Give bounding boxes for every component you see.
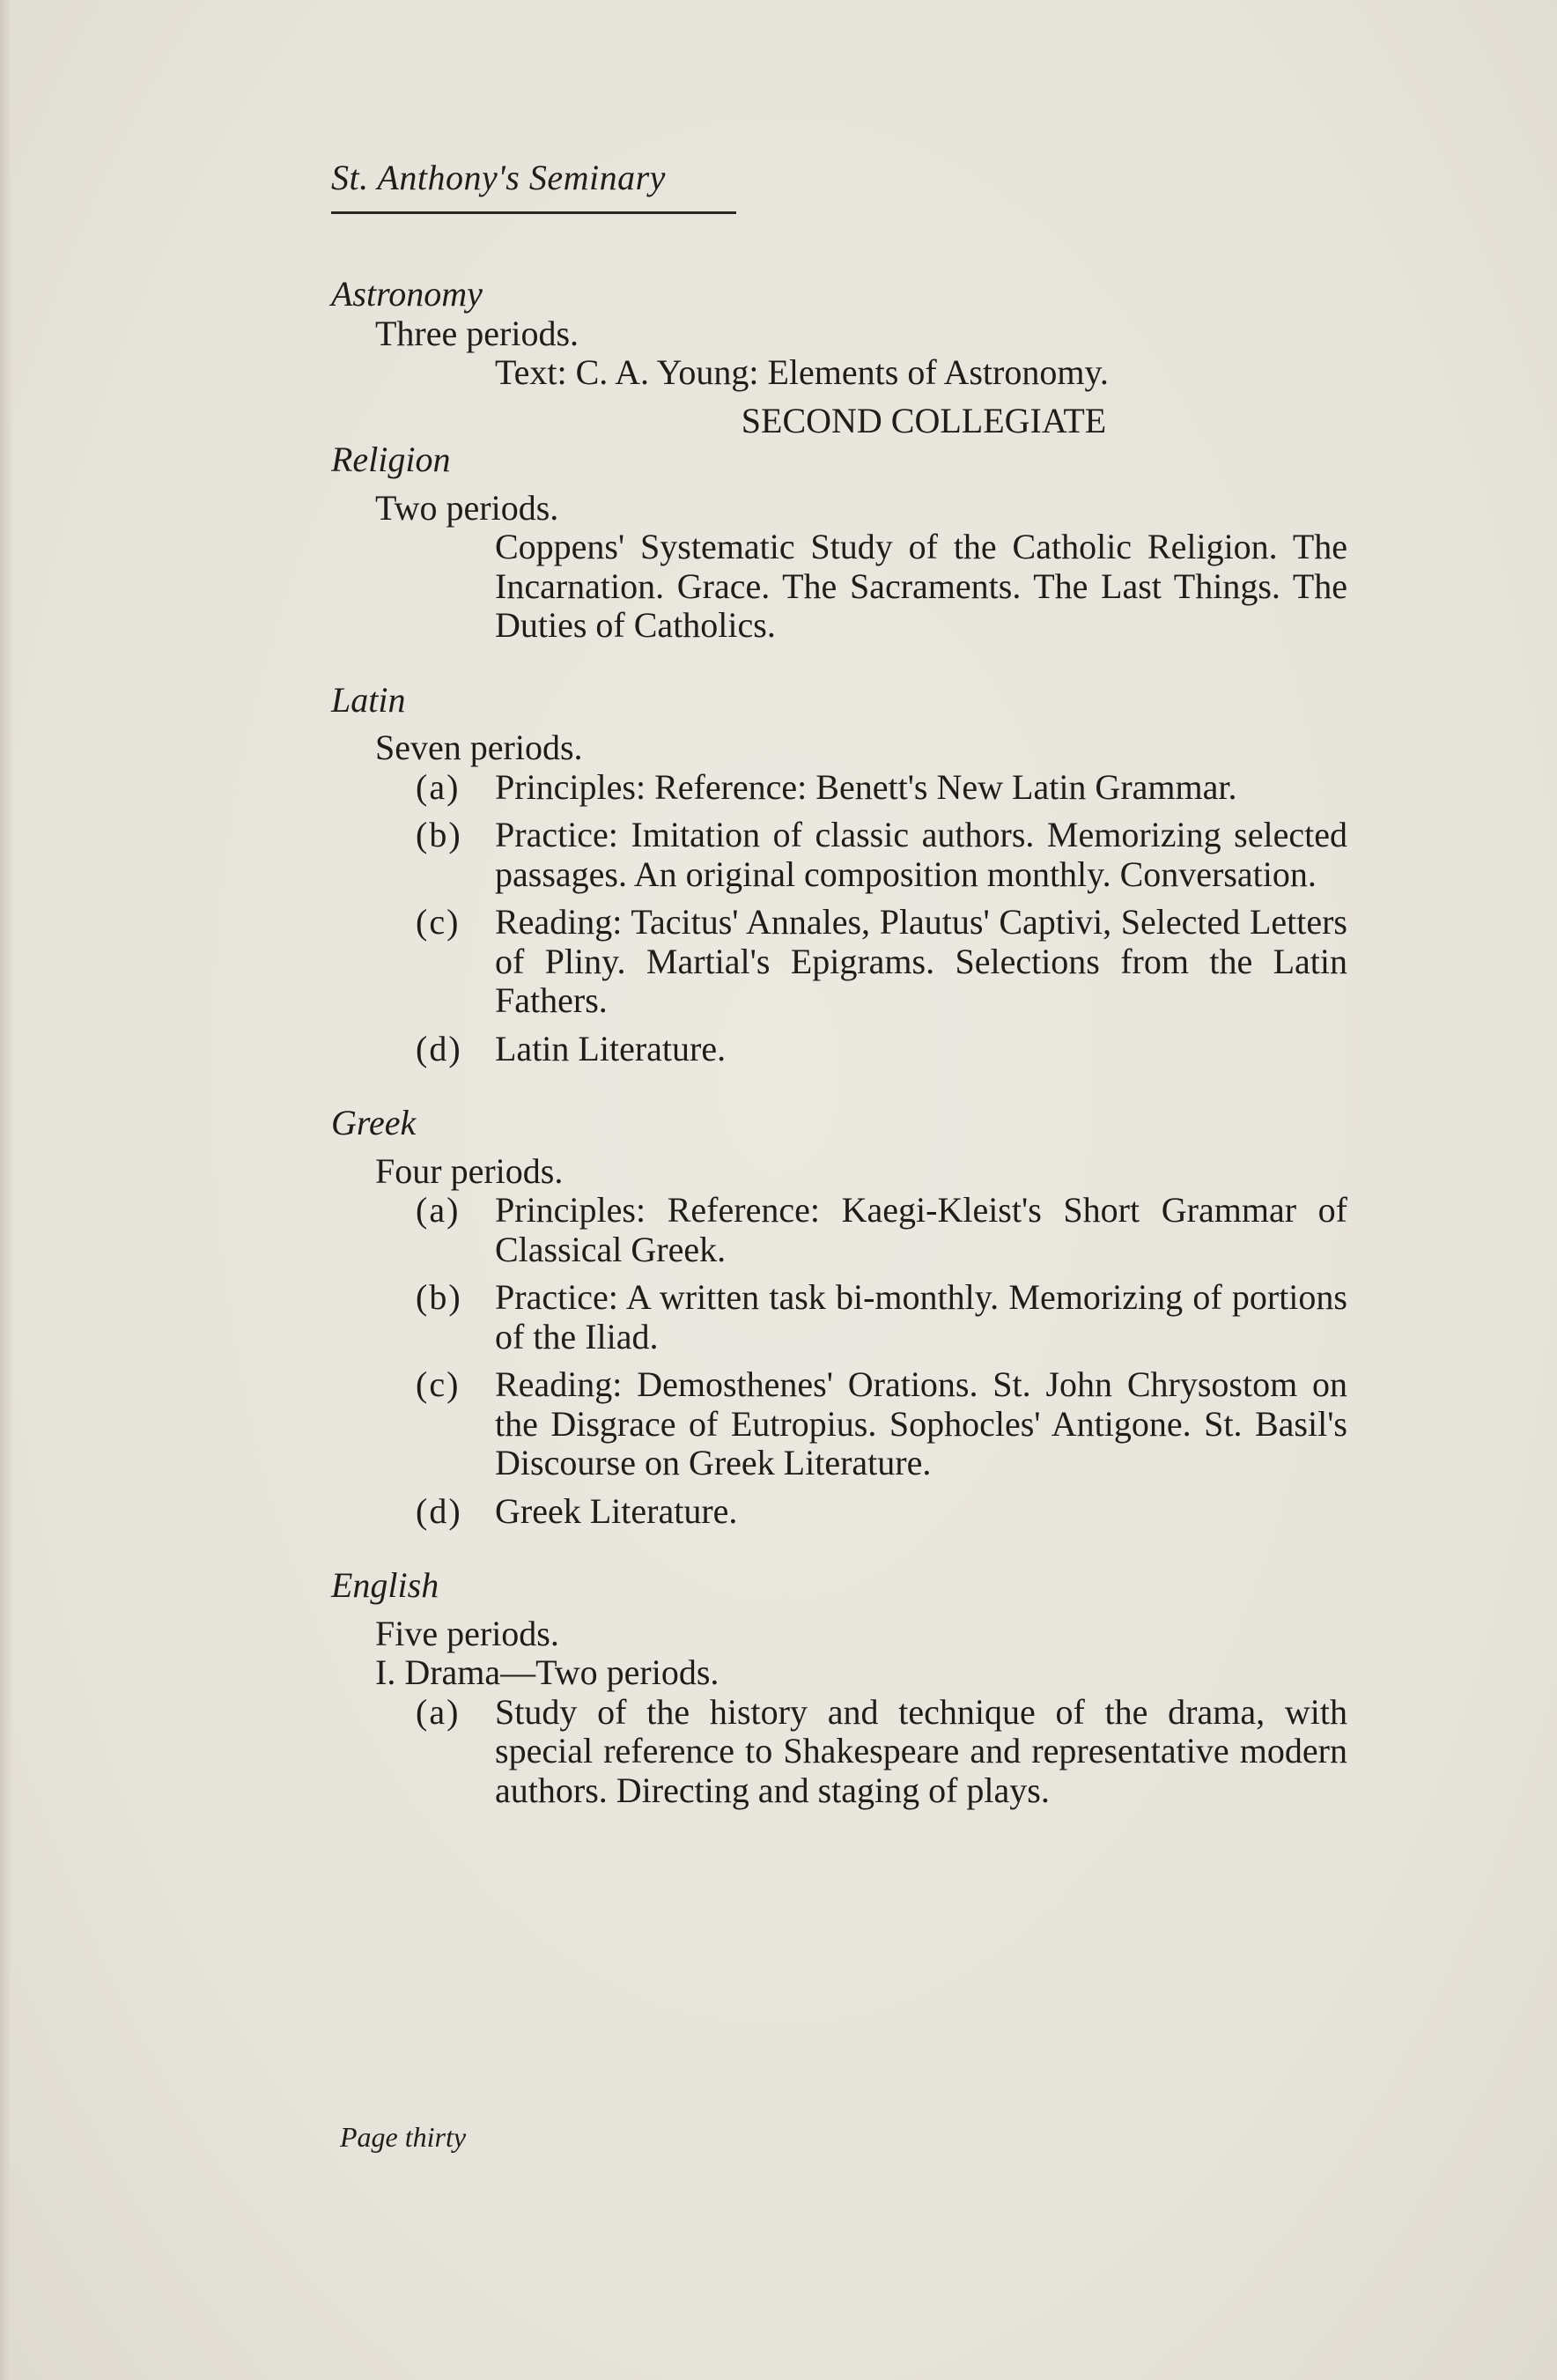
running-header: St. Anthony's Seminary bbox=[331, 158, 666, 197]
latin-item bbox=[331, 1030, 1353, 1069]
item-label: (a) bbox=[416, 766, 461, 807]
binding-edge bbox=[0, 0, 12, 2380]
greek-heading: Greek bbox=[331, 1103, 417, 1142]
item-label: (b) bbox=[416, 1277, 462, 1317]
item-text: Study of the history and technique of the drama, with special reference to Shakespeare and representative modern authors. Directing and staging of plays. bbox=[495, 1691, 1347, 1810]
header-rule bbox=[331, 211, 736, 214]
greek-item bbox=[331, 1191, 1353, 1269]
item-text: Practice: Imitation of classic authors. Memorizing selected passages. An original composition monthly. Conversation. bbox=[495, 815, 1347, 894]
page-body bbox=[331, 275, 1353, 1810]
item-text: Reading: Demosthenes' Orations. St. John Chrysostom on the Disgrace of Eutropius. Sophocles' Antigone. St. Basil's Discourse on Greek Literature. bbox=[495, 1364, 1347, 1482]
astronomy-heading: Astronomy bbox=[331, 274, 483, 314]
item-text: Principles: Reference: Kaegi-Kleist's Short Grammar of Classical Greek. bbox=[495, 1190, 1347, 1269]
item-label: (c) bbox=[416, 1364, 461, 1404]
item-text: Greek Literature. bbox=[495, 1490, 738, 1531]
astronomy-text: Text: C. A. Young: Elements of Astronomy. bbox=[495, 352, 1109, 392]
religion-heading: Religion bbox=[331, 440, 451, 479]
english-heading: English bbox=[331, 1565, 439, 1605]
section-title: SECOND COLLEGIATE bbox=[741, 400, 1107, 440]
latin-item bbox=[331, 768, 1353, 808]
item-label: (b) bbox=[416, 815, 462, 854]
item-text: Latin Literature. bbox=[495, 1028, 727, 1068]
english-periods: Five periods. bbox=[375, 1613, 559, 1653]
page-number: Page thirty bbox=[340, 2121, 467, 2153]
greek-item bbox=[331, 1492, 1353, 1532]
religion-text: Coppens' Systematic Study of the Catholic Religion. The Incarnation. Grace. The Sacraments. The Last Things. The Duties of Catholics. bbox=[495, 527, 1347, 645]
latin-item bbox=[331, 816, 1353, 894]
latin-heading: Latin bbox=[331, 679, 406, 720]
item-text: Practice: A written task bi-monthly. Memorizing of portions of the Iliad. bbox=[495, 1277, 1347, 1356]
greek-periods: Four periods. bbox=[375, 1150, 564, 1191]
latin-periods: Seven periods. bbox=[375, 728, 583, 767]
astronomy-periods: Three periods. bbox=[375, 313, 579, 353]
item-text: Reading: Tacitus' Annales, Plautus' Captivi, Selected Letters of Pliny. Martial's Epigrams. Selections from the Latin Fathers. bbox=[495, 902, 1347, 1020]
item-label: (a) bbox=[416, 1691, 461, 1732]
item-label: (d) bbox=[416, 1028, 462, 1068]
greek-item bbox=[331, 1365, 1353, 1483]
latin-item bbox=[331, 903, 1353, 1021]
item-label: (a) bbox=[416, 1190, 461, 1230]
item-label: (c) bbox=[416, 902, 461, 942]
item-label: (d) bbox=[416, 1490, 462, 1531]
item-text: Principles: Reference: Benett's New Latin Grammar. bbox=[495, 766, 1237, 807]
english-subsection: I. Drama—Two periods. bbox=[375, 1652, 719, 1692]
english-item bbox=[331, 1693, 1353, 1811]
greek-item bbox=[331, 1278, 1353, 1356]
religion-periods: Two periods. bbox=[375, 487, 559, 528]
